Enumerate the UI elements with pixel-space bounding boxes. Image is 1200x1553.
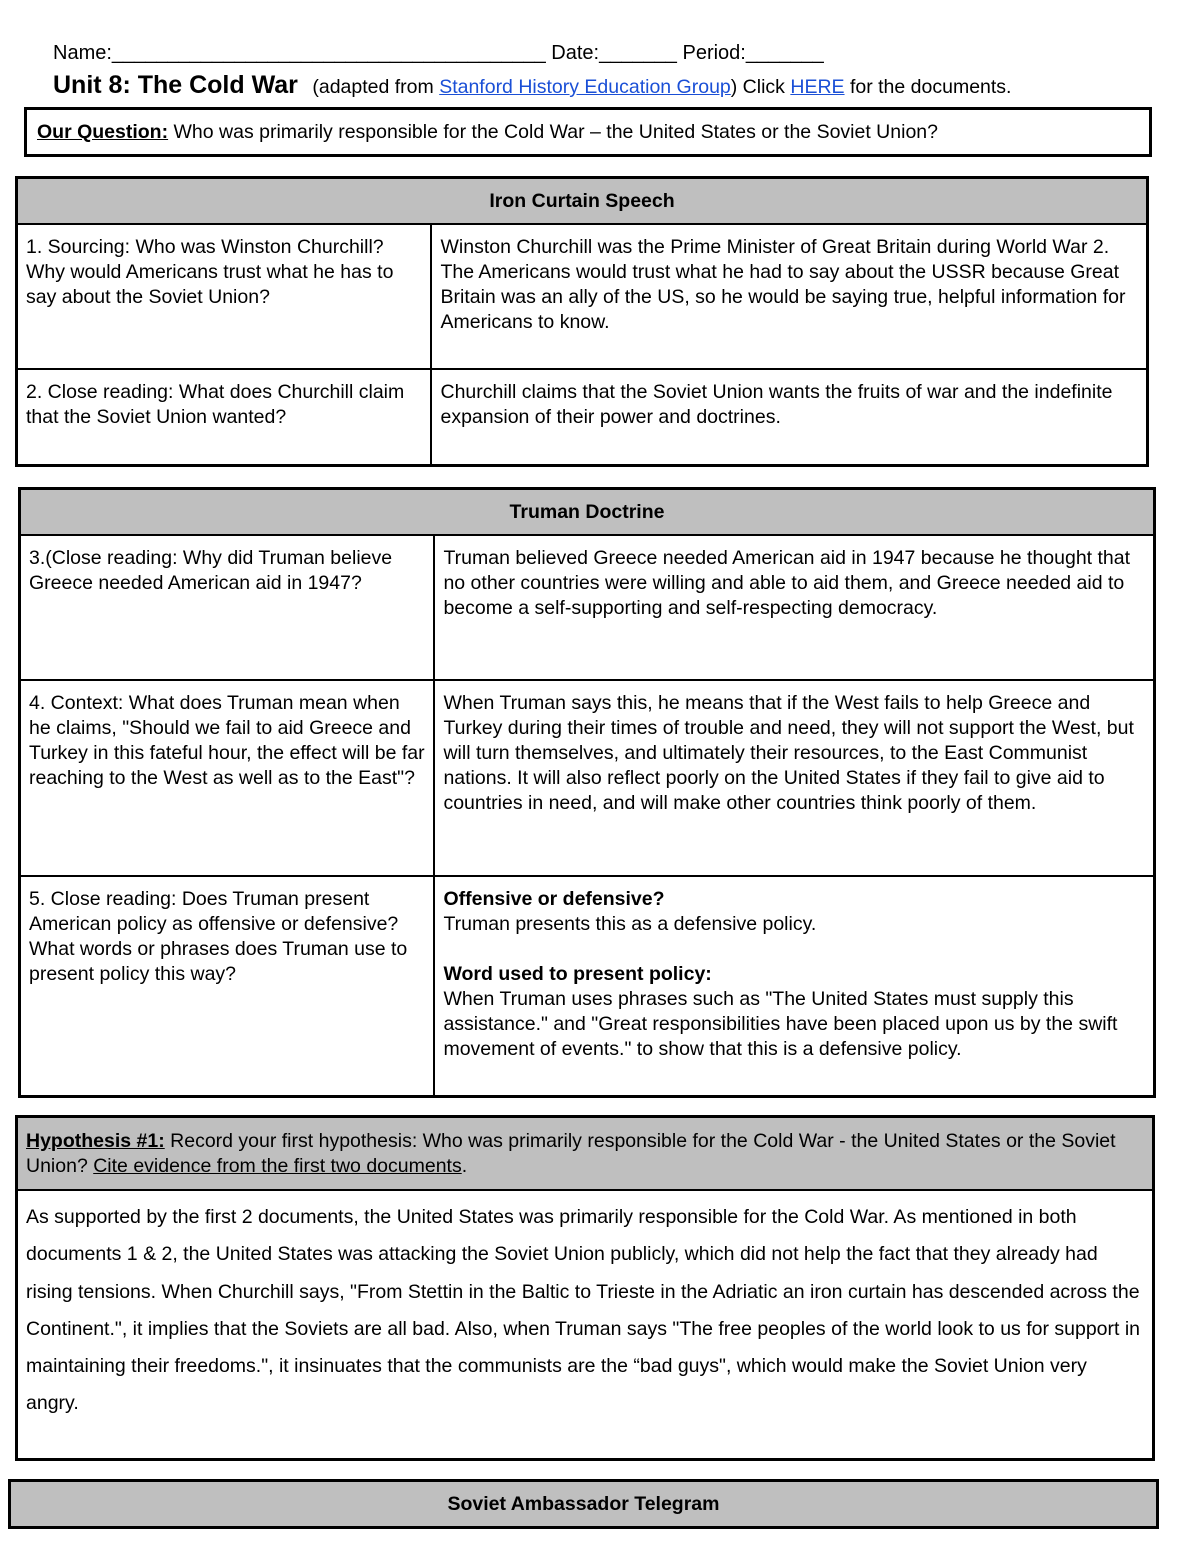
hypothesis-header (18, 1118, 1152, 1191)
section-title-soviet-telegram: Soviet Ambassador Telegram (8, 1479, 1159, 1529)
table-row (17, 224, 1148, 369)
question-text: Who was primarily responsible for the Cold War – the United States or the Soviet Union? (173, 121, 938, 143)
question-label: Our Question: (37, 121, 169, 143)
question-cell: 3.(Close reading: Why did Truman believe Greece needed American aid in 1947? (20, 535, 435, 680)
table-row (20, 680, 1155, 876)
for-documents-text: for the documents. (849, 76, 1012, 98)
table-row (20, 535, 1155, 680)
click-text: ) Click (730, 76, 785, 98)
hypothesis-box (15, 1115, 1155, 1461)
section-title-truman: Truman Doctrine (20, 489, 1155, 536)
question-cell: 1. Sourcing: Who was Winston Churchill? Why would Americans trust what he has to say about the Soviet Union? (17, 224, 432, 369)
answer-cell[interactable]: When Truman says this, he means that if the West fails to help Greece and Turkey during their times of trouble and need, they will not support the West, but will turn themselves, and ultimately their resources, to the East Communist nations. It will also reflect poorly on the United States if they fail to give aid to countries in need, and will make other countries think poorly of them. (434, 680, 1154, 876)
hypothesis-label: Hypothesis #1: (26, 1130, 165, 1152)
unit-title: Unit 8: The Cold War (53, 71, 298, 99)
answer-text: When Truman uses phrases such as "The United States must supply this assistance." and "Great responsibilities have been placed upon us by the swift movement of events." to show that this is a defensive policy. (443, 988, 1118, 1060)
answer-cell[interactable]: Winston Churchill was the Prime Minister of Great Britain during World War 2. The Americans would trust what he had to say about the USSR because Great Britain was an ally of the US, so he would be saying true, helpful information for Americans to know. (431, 224, 1147, 369)
question-cell: 4. Context: What does Truman mean when he claims, "Should we fail to aid Greece and Turkey in this fateful hour, the effect will be far reaching to the West as well as to the East"? (20, 680, 435, 876)
question-cell: 5. Close reading: Does Truman present American policy as offensive or defensive? What words or phrases does Truman use to present policy this way? (20, 876, 435, 1096)
table-row (20, 876, 1155, 1096)
unit-subtitle (312, 76, 1011, 98)
answer-subheading: Offensive or defensive? (443, 888, 665, 910)
cite-evidence-text: Cite evidence from the first two documents (93, 1155, 462, 1177)
name-date-period-line: Name:_______________________________________ Date:_______ Period:_______ (53, 42, 824, 64)
truman-doctrine-table (18, 487, 1156, 1098)
unit-header (53, 71, 1011, 100)
hypothesis-period: . (461, 1155, 468, 1177)
documents-link[interactable]: HERE (790, 76, 845, 98)
our-question-box (24, 107, 1152, 157)
adapted-from-text: (adapted from (312, 76, 434, 98)
section-title-iron-curtain: Iron Curtain Speech (17, 178, 1148, 225)
answer-cell[interactable]: Truman believed Greece needed American aid in 1947 because he thought that no other countries were willing and able to aid them, and Greece needed aid to become a self-supporting and self-respecting democracy. (434, 535, 1154, 680)
iron-curtain-table (15, 176, 1149, 467)
answer-subheading: Word used to present policy: (443, 963, 712, 985)
hypothesis-prompt: Record your first hypothesis: Who was primarily responsible for the Cold War - the United States or the Soviet Union? (26, 1130, 1116, 1177)
answer-text: Truman presents this as a defensive policy. (443, 913, 817, 935)
question-cell: 2. Close reading: What does Churchill claim that the Soviet Union wanted? (17, 369, 432, 465)
source-link[interactable]: Stanford History Education Group (439, 76, 731, 98)
table-row (17, 369, 1148, 465)
answer-cell[interactable] (434, 876, 1154, 1096)
answer-cell[interactable]: Churchill claims that the Soviet Union wants the fruits of war and the indefinite expansion of their power and doctrines. (431, 369, 1147, 465)
hypothesis-answer[interactable]: As supported by the first 2 documents, the United States was primarily responsible for the Cold War. As mentioned in both documents 1 & 2, the United States was attacking the Soviet Union publicly, which did not help the fact that they already had rising tensions. When Churchill says, "From Stettin in the Baltic to Trieste in the Adriatic an iron curtain has descended across the Continent.", it implies that the Soviets are all bad. Also, when Truman says "The free peoples of the world look to us for support in maintaining their freedoms.", it insinuates that the communists are the “bad guys", which would make the Soviet Union very angry. (26, 1206, 1141, 1415)
